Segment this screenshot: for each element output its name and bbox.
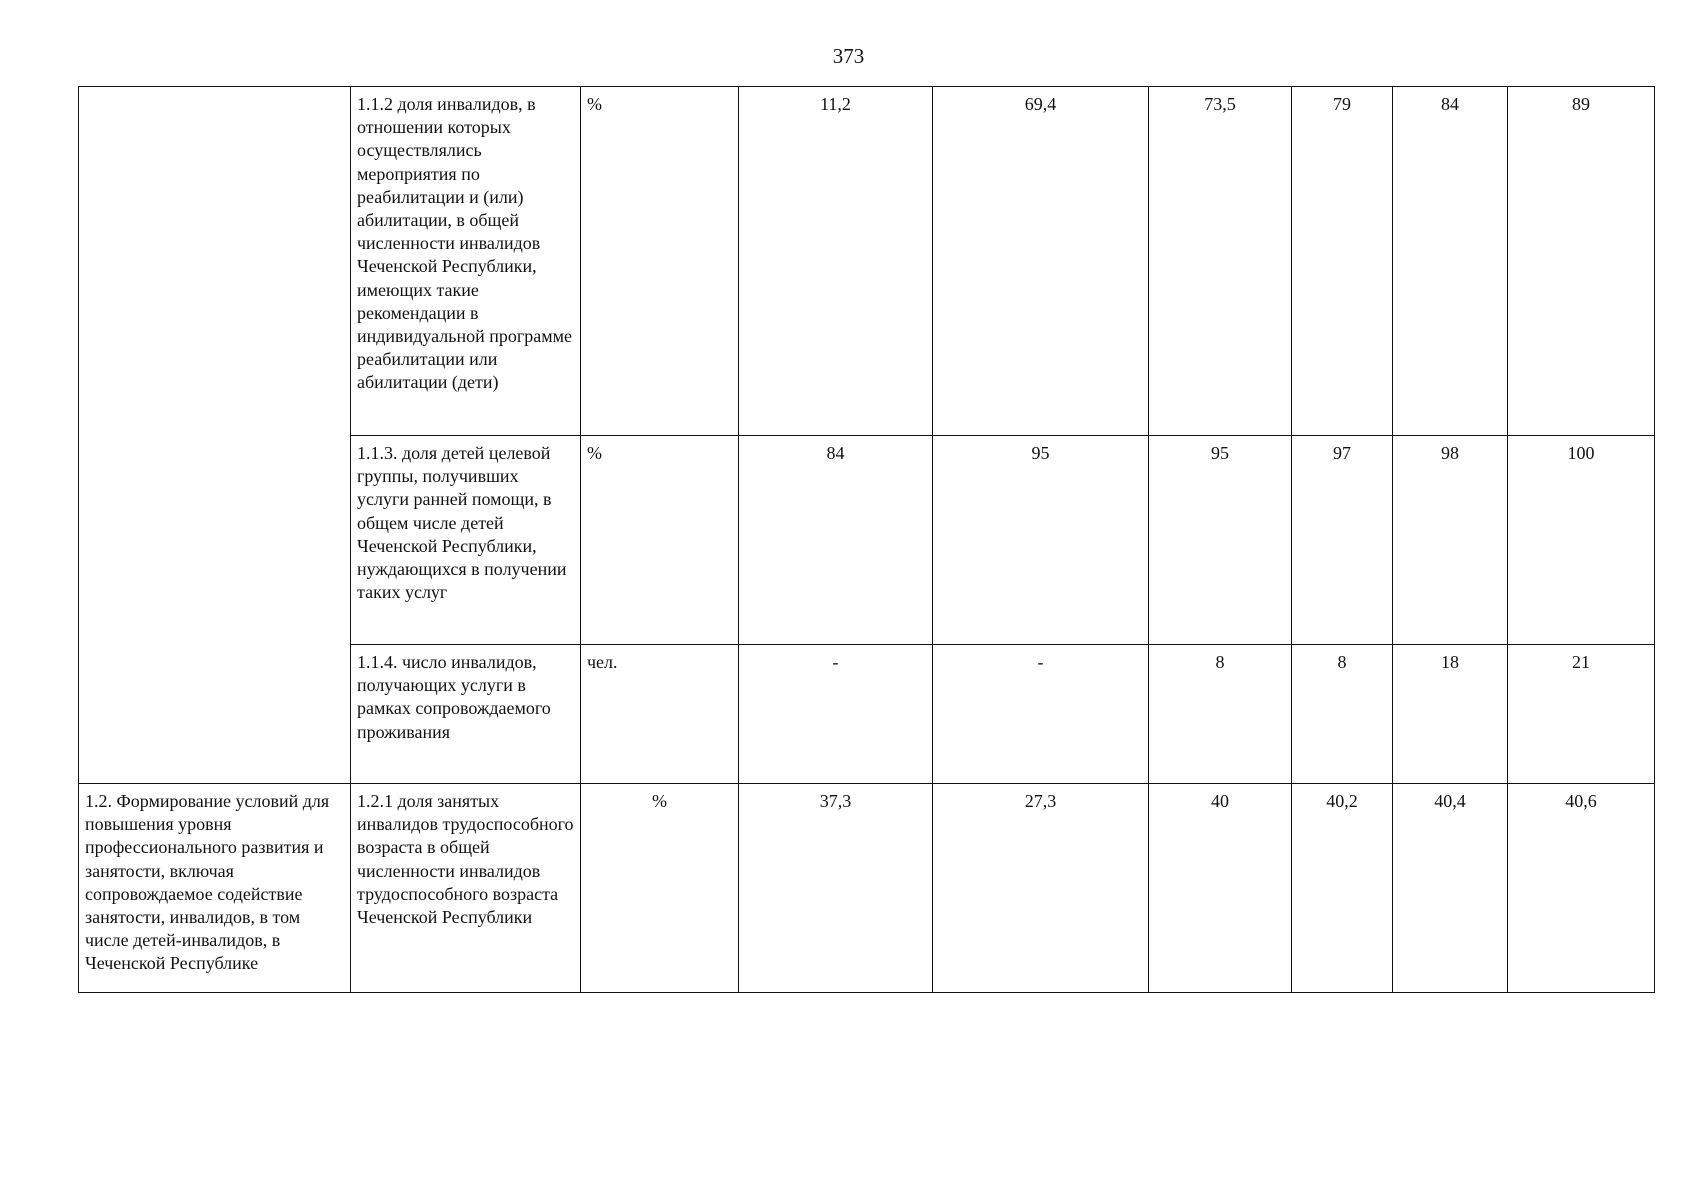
value-cell: 40 [1149,784,1292,993]
indicators-table [78,86,1655,993]
value-cell: 8 [1149,645,1292,784]
unit-cell: % [581,87,739,436]
value-cell: 84 [739,436,933,645]
page-number: 373 [832,44,865,68]
value-cell: 84 [1393,87,1508,436]
indicator-cell: 1.2.1 доля занятых инвалидов трудоспособного возраста в общей численности инвалидов трудоспособного возраста Чеченской Республики [351,784,581,993]
value-cell: 69,4 [933,87,1149,436]
value-cell: 40,6 [1508,784,1655,993]
unit-cell: чел. [581,645,739,784]
value-cell: - [739,645,933,784]
value-cell: 95 [1149,436,1292,645]
value-cell: 27,3 [933,784,1149,993]
value-cell: 79 [1292,87,1393,436]
value-cell: 97 [1292,436,1393,645]
value-cell: 37,3 [739,784,933,993]
table-row [79,87,1655,436]
value-cell: 11,2 [739,87,933,436]
table-row [79,784,1655,993]
value-cell: 100 [1508,436,1655,645]
value-cell: 40,4 [1393,784,1508,993]
value-cell: - [933,645,1149,784]
value-cell: 40,2 [1292,784,1393,993]
value-cell: 21 [1508,645,1655,784]
unit-cell: % [581,436,739,645]
indicator-cell: 1.1.3. доля детей целевой группы, получивших услуги ранней помощи, в общем числе детей Чеченской Республики, нуждающихся в получении таких услуг [351,436,581,645]
indicator-cell: 1.1.4. число инвалидов, получающих услуги в рамках сопровождаемого проживания [351,645,581,784]
value-cell: 95 [933,436,1149,645]
task-cell [79,87,351,784]
value-cell: 89 [1508,87,1655,436]
value-cell: 73,5 [1149,87,1292,436]
value-cell: 98 [1393,436,1508,645]
task-cell: 1.2. Формирование условий для повышения уровня профессионального развития и занятости, включая сопровождаемое содействие занятости, инвалидов, в том числе детей-инвалидов, в Чеченской Республике [79,784,351,993]
unit-cell: % [581,784,739,993]
value-cell: 8 [1292,645,1393,784]
indicator-cell: 1.1.2 доля инвалидов, в отношении которых осуществлялись мероприятия по реабилитации и (или) абилитации, в общей численности инвалидов Чеченской Республики, имеющих такие рекомендации в индивидуальной программе реабилитации или абилитации (дети) [351,87,581,436]
value-cell: 18 [1393,645,1508,784]
